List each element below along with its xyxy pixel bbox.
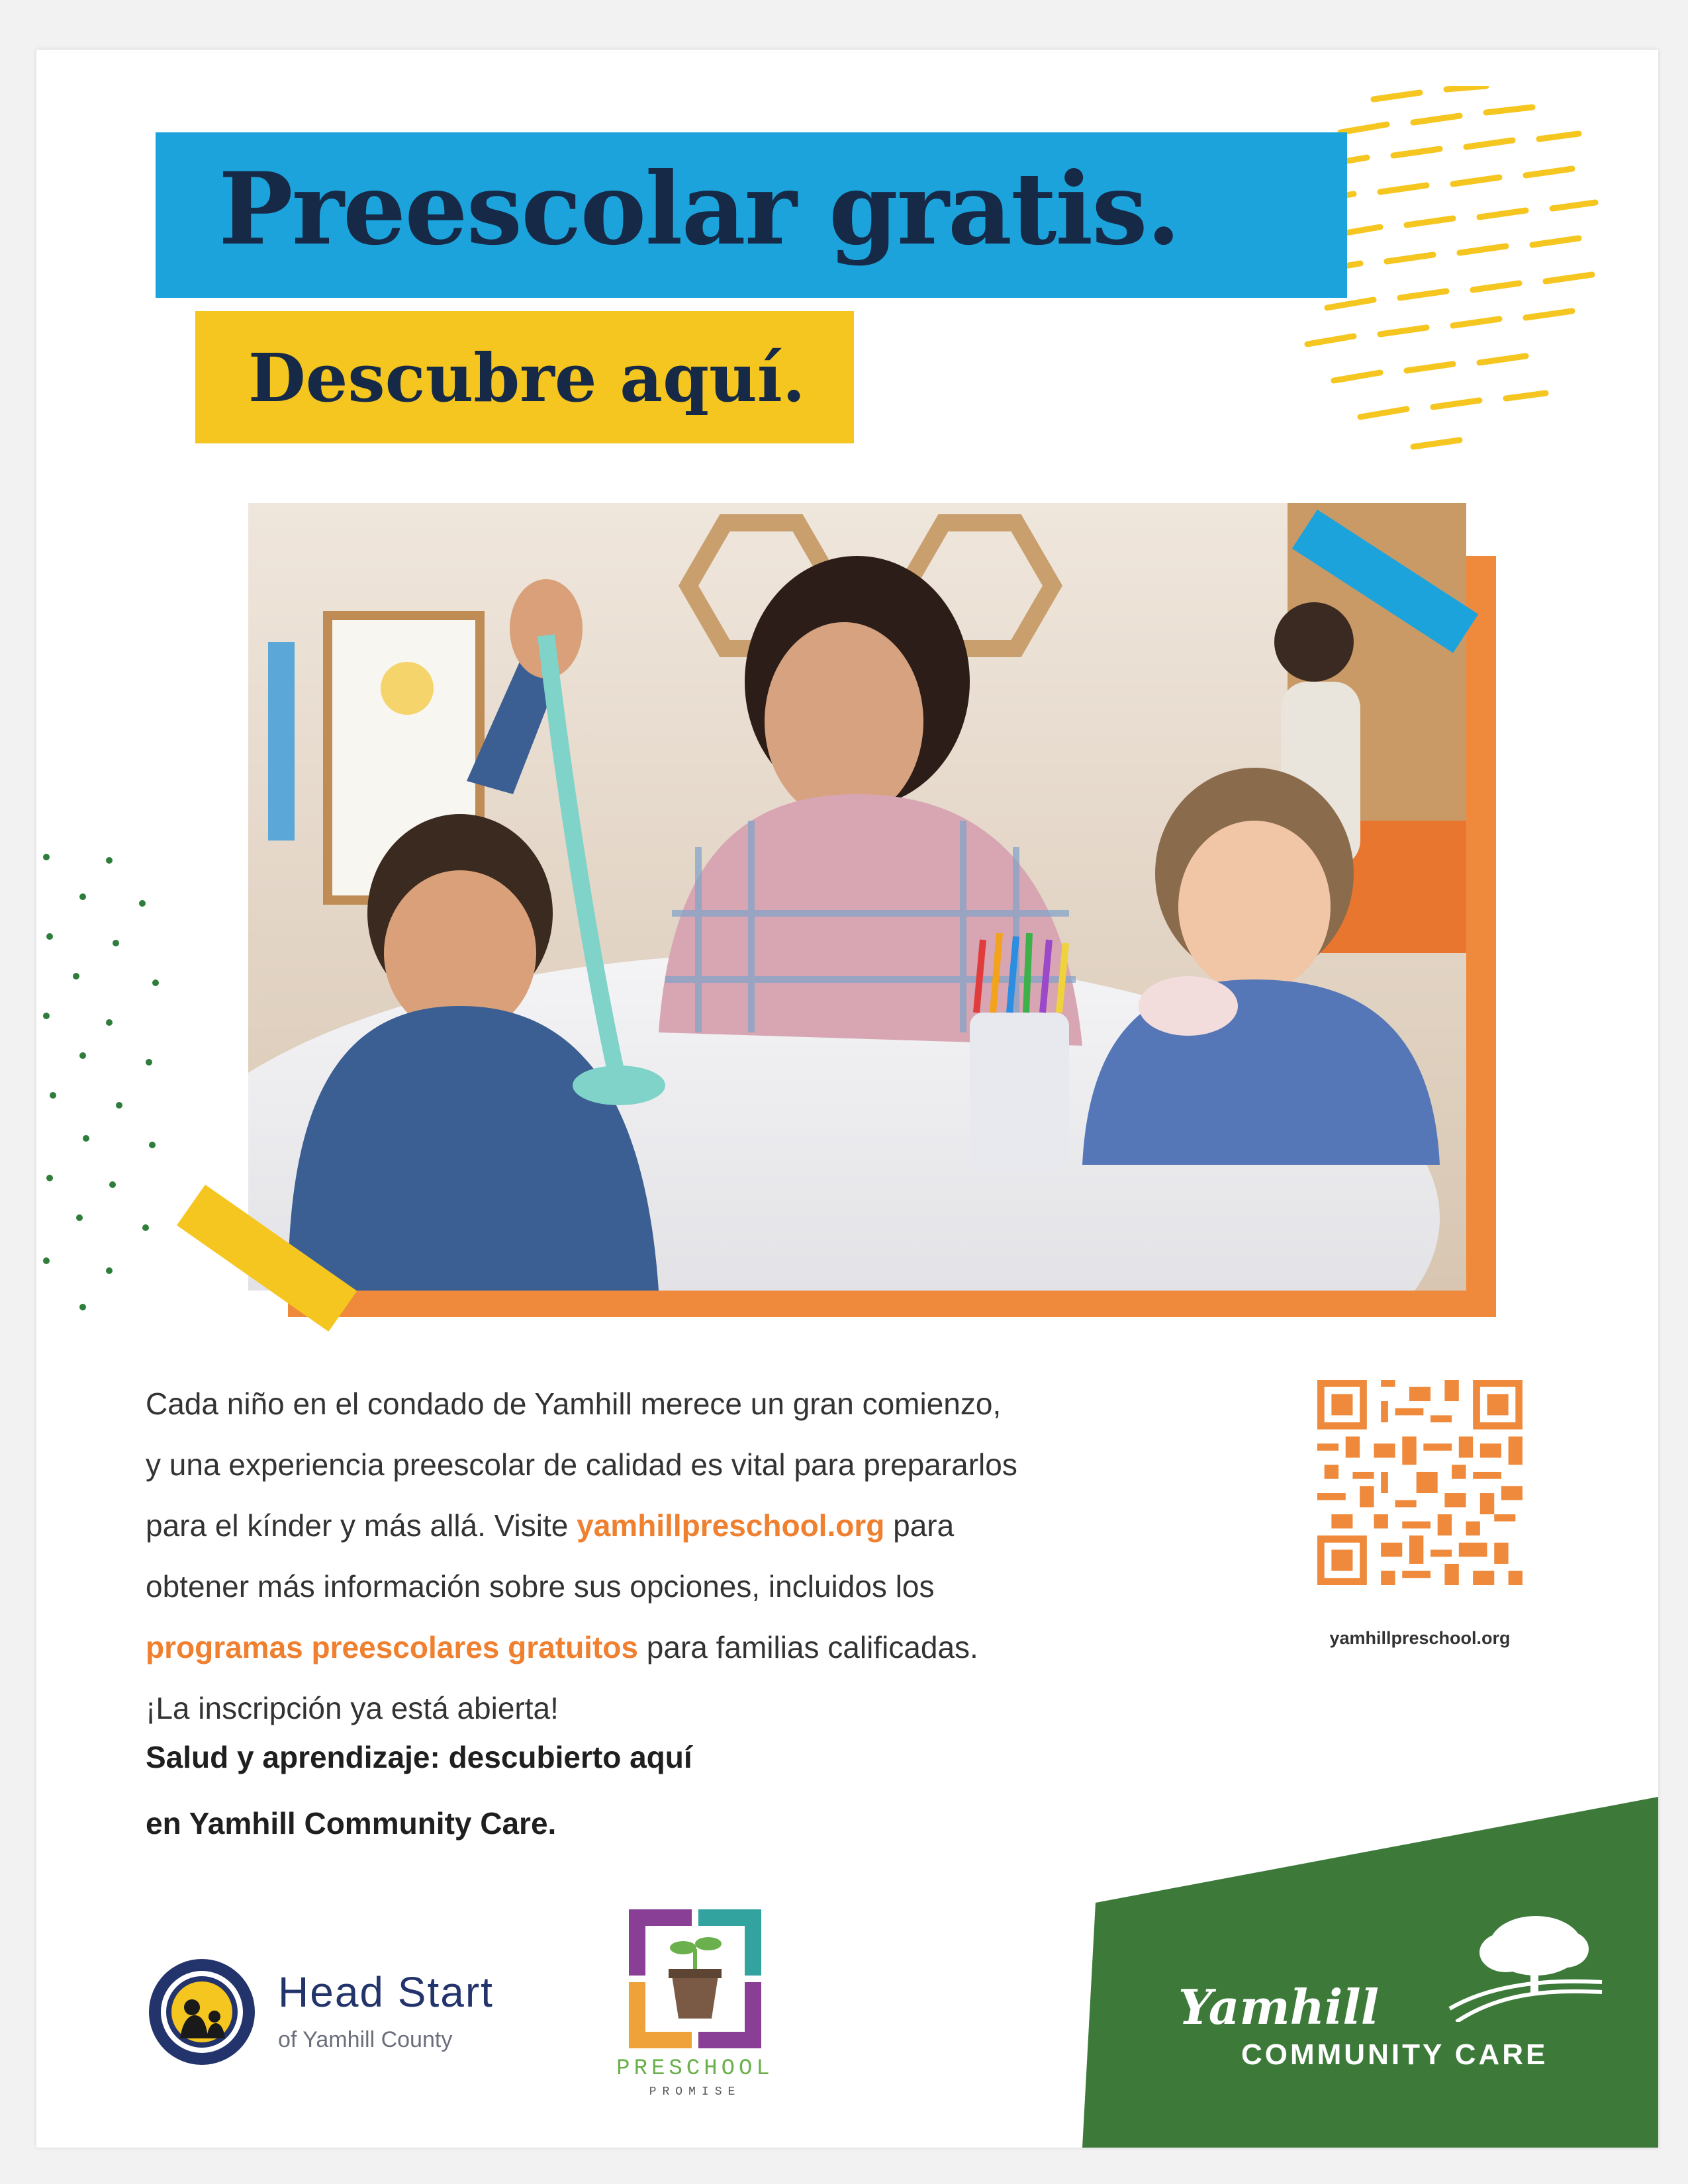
tagline-line-2: en Yamhill Community Care. bbox=[146, 1806, 557, 1841]
preschool-promise-sub: PROMISE bbox=[649, 2085, 741, 2099]
headline-band bbox=[156, 132, 1347, 298]
body-line-3a: para el kínder y más allá. Visite bbox=[146, 1508, 577, 1543]
flyer-page bbox=[36, 50, 1658, 2148]
ycc-name: Yamhill bbox=[1178, 1979, 1380, 2035]
qr-code-icon[interactable] bbox=[1317, 1380, 1523, 1585]
ycc-subtitle: COMMUNITY CARE bbox=[1241, 2038, 1548, 2071]
tagline bbox=[146, 1724, 1072, 1856]
qr-url-label: yamhillpreschool.org bbox=[1329, 1628, 1511, 1648]
subtitle-band bbox=[195, 311, 854, 443]
head-start-subtitle: of Yamhill County bbox=[278, 2027, 453, 2052]
body-line-2: y una experiencia preescolar de calidad es vital para prepararlos bbox=[146, 1447, 1017, 1482]
free-programs-link[interactable]: programas preescolares gratuitos bbox=[146, 1630, 638, 1664]
sprout-pot-icon bbox=[609, 1903, 781, 2055]
head-start-logo bbox=[146, 1956, 516, 2068]
headline-subtitle: Descubre aquí. bbox=[248, 339, 806, 417]
body-line-6: ¡La inscripción ya está abierta! bbox=[146, 1691, 559, 1725]
headline-title: Preescolar gratis. bbox=[218, 151, 1180, 267]
tagline-line-1: Salud y aprendizaje: descubierto aquí bbox=[146, 1740, 692, 1774]
head-start-seal-icon bbox=[146, 1956, 258, 2068]
body-paragraph bbox=[146, 1373, 1271, 1739]
website-link[interactable]: yamhillpreschool.org bbox=[577, 1508, 885, 1543]
preschool-promise-name: PRESCHOOL bbox=[616, 2056, 774, 2081]
body-line-5: para familias calificadas. bbox=[637, 1630, 978, 1664]
classroom-photo bbox=[248, 503, 1466, 1291]
head-start-title: Head Start bbox=[278, 1968, 494, 2016]
body-line-1: Cada niño en el condado de Yamhill merece un gran comienzo, bbox=[146, 1387, 1002, 1421]
body-line-3b: para bbox=[884, 1508, 955, 1543]
body-line-4: obtener más información sobre sus opciones, incluidos los bbox=[146, 1569, 935, 1604]
tree-icon bbox=[1443, 1909, 1609, 2022]
green-dot-pattern bbox=[36, 844, 195, 1320]
preschool-promise-logo bbox=[609, 1903, 781, 2128]
